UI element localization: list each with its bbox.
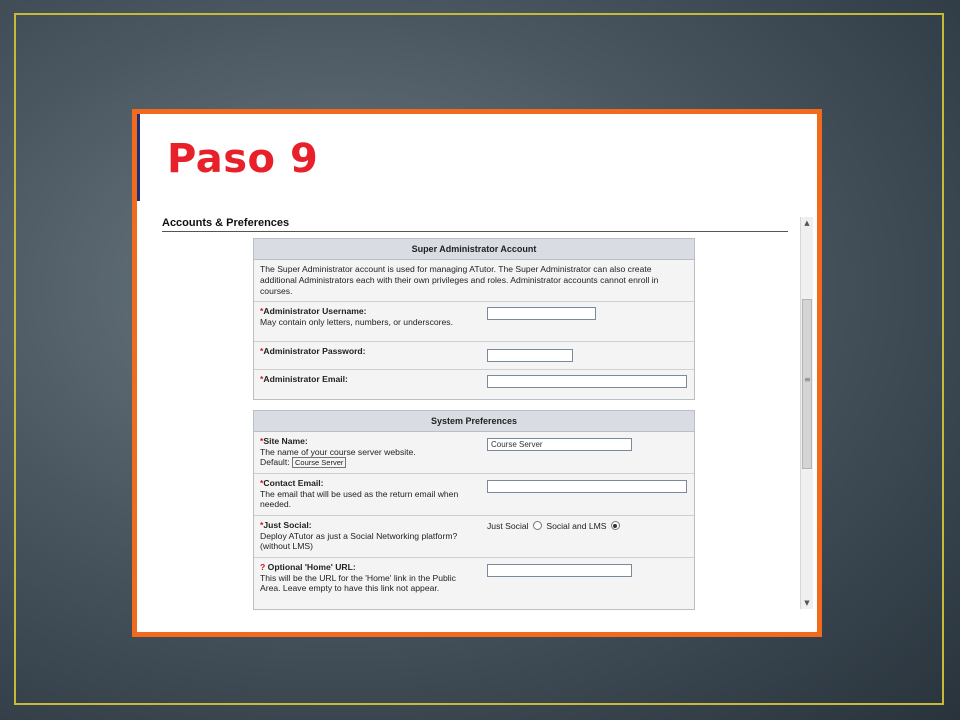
section-heading: Accounts & Preferences xyxy=(162,217,290,229)
required-marker: * xyxy=(260,436,264,446)
system-preferences-panel xyxy=(253,410,695,610)
email-label-block xyxy=(260,374,470,385)
just-social-option-label: Just Social xyxy=(487,521,529,531)
vertical-scrollbar[interactable] xyxy=(800,217,813,609)
site-name-row xyxy=(254,432,694,474)
site-name-default-prefix: Default: xyxy=(260,457,290,467)
home-url-label: Optional 'Home' URL: xyxy=(267,562,356,572)
section-divider xyxy=(162,231,788,232)
email-row xyxy=(254,370,694,396)
system-preferences-header: System Preferences xyxy=(254,411,694,432)
required-marker: * xyxy=(260,520,264,530)
username-label: Administrator Username: xyxy=(263,306,367,316)
home-url-row xyxy=(254,558,694,610)
required-marker: * xyxy=(260,478,264,488)
site-name-default-value: Course Server xyxy=(292,457,346,468)
contact-email-label-block xyxy=(260,478,470,510)
scroll-up-arrow-icon[interactable]: ▲ xyxy=(804,219,810,227)
scroll-down-arrow-icon[interactable]: ▼ xyxy=(804,599,810,607)
optional-marker: ? xyxy=(260,562,266,572)
username-row xyxy=(254,302,694,342)
super-admin-header: Super Administrator Account xyxy=(254,239,694,260)
contact-email-row xyxy=(254,474,694,516)
home-url-label-block xyxy=(260,562,470,594)
contact-email-input[interactable] xyxy=(487,480,687,493)
just-social-label: Just Social: xyxy=(263,520,312,530)
social-lms-option-label: Social and LMS xyxy=(546,521,607,531)
contact-email-help: The email that will be used as the return email when needed. xyxy=(260,488,459,509)
required-marker: * xyxy=(260,306,264,316)
password-label: Administrator Password: xyxy=(263,346,366,356)
social-lms-radio[interactable] xyxy=(611,521,620,530)
required-marker: * xyxy=(260,346,264,356)
site-name-help: The name of your course server website. xyxy=(260,446,416,457)
admin-password-input[interactable] xyxy=(487,349,573,362)
just-social-row xyxy=(254,516,694,558)
super-admin-description: The Super Administrator account is used for managing ATutor. The Super Administrator can also create additional Administrators each with their own privileges and roles. Administrator accounts cannot enroll in courses. xyxy=(254,260,694,302)
just-social-help: Deploy ATutor as just a Social Networking platform? (without LMS) xyxy=(260,530,458,551)
password-label-block xyxy=(260,346,470,357)
left-accent-bar xyxy=(137,114,140,201)
email-label: Administrator Email: xyxy=(263,374,348,384)
site-name-label-block xyxy=(260,436,470,468)
admin-username-input[interactable] xyxy=(487,307,596,320)
super-admin-panel xyxy=(253,238,695,400)
admin-email-input[interactable] xyxy=(487,375,687,388)
contact-email-label: Contact Email: xyxy=(263,478,324,488)
scroll-grip-icon: ≡ xyxy=(804,375,811,384)
home-url-help: This will be the URL for the 'Home' link in the Public Area. Leave empty to have this link not appear. xyxy=(260,572,456,593)
screenshot-panel xyxy=(132,109,822,637)
username-label-block xyxy=(260,306,470,327)
just-social-radio-group xyxy=(487,521,622,531)
required-marker: * xyxy=(260,374,264,384)
just-social-label-block xyxy=(260,520,470,552)
scroll-thumb[interactable] xyxy=(802,299,812,469)
slide-title: Paso 9 xyxy=(167,136,319,182)
home-url-input[interactable] xyxy=(487,564,632,577)
just-social-radio[interactable] xyxy=(533,521,542,530)
site-name-label: Site Name: xyxy=(263,436,308,446)
site-name-input[interactable]: Course Server xyxy=(487,438,632,451)
password-row xyxy=(254,342,694,370)
username-help: May contain only letters, numbers, or underscores. xyxy=(260,316,453,327)
